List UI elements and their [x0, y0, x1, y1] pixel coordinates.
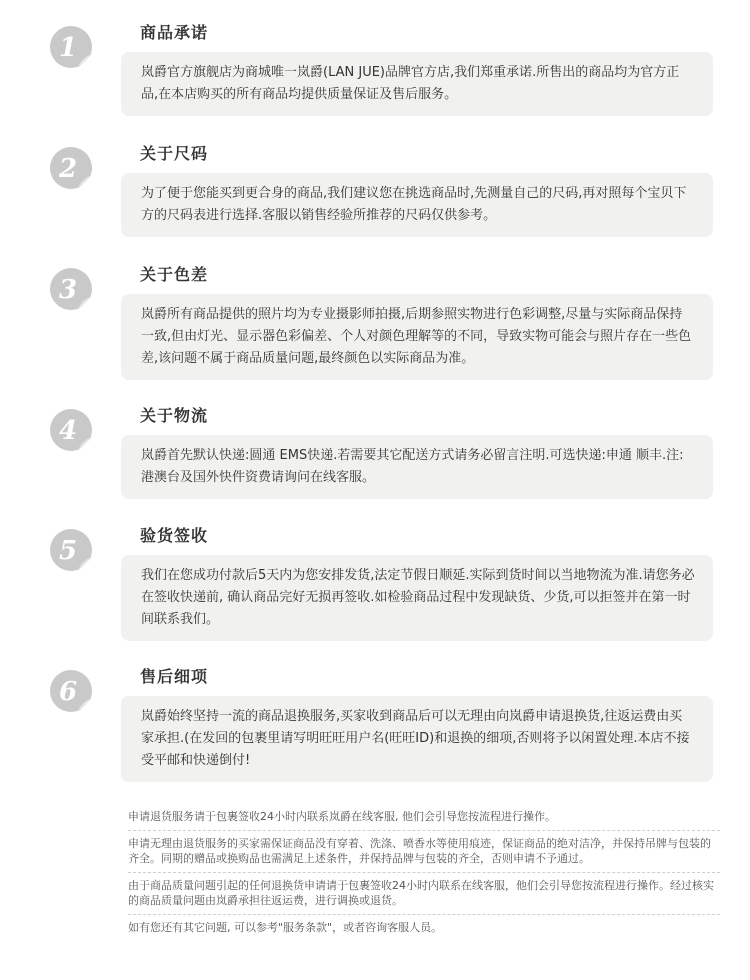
number-1-icon [48, 24, 94, 70]
section-size [0, 123, 750, 243]
section-body: 岚爵始终坚持一流的商品退换服务,买家收到商品后可以无理由向岚爵申请退换货,往返运费由买家承担.(在发回的包裹里请写明旺旺用户名(旺旺ID)和退换的细项,否则将予以闲置处理.本店不接受平邮和快递倒付! [121, 696, 713, 782]
return-notes [128, 804, 720, 941]
number-1-text: 1 [58, 33, 78, 63]
number-4-text: 4 [58, 416, 78, 446]
section-body: 我们在您成功付款后5天内为您安排发货,法定节假日顺延.实际到货时间以当地物流为准.请您务必在签收快递前, 确认商品完好无损再签收.如检验商品过程中发现缺货、少货,可以拒签并在第一时间联系我们。 [121, 555, 713, 641]
section-title: 关于物流 [140, 406, 209, 425]
note-return-request: 申请退货服务请于包裹签收24小时内联系岚爵在线客服, 他们会引导您按流程进行操作。 [128, 804, 720, 831]
number-2-icon [48, 145, 94, 191]
number-2-text: 2 [58, 154, 78, 184]
section-title: 关于色差 [140, 265, 209, 284]
number-4-icon [48, 407, 94, 453]
number-6-text: 6 [58, 677, 78, 707]
section-title: 商品承诺 [140, 23, 209, 42]
note-no-reason-return: 申请无理由退货服务的买家需保证商品没有穿着、洗涤、喷香水等使用痕迹，保证商品的绝对洁净，并保持吊牌与包装的齐全。同期的赠品或换购品也需满足上述条件，并保持品牌与包装的齐全，否则申请不予通过。 [128, 831, 720, 873]
section-logistics [0, 385, 750, 505]
section-product-promise [0, 2, 750, 122]
section-color [0, 244, 750, 364]
section-body: 为了便于您能买到更合身的商品,我们建议您在挑选商品时,先测量自己的尺码,再对照每个宝贝下方的尺码表进行选择.客服以销售经验所推荐的尺码仅供参考。 [121, 173, 713, 237]
number-3-text: 3 [58, 275, 78, 305]
section-title: 关于尺码 [140, 144, 209, 163]
number-3-icon [48, 266, 94, 312]
section-after-sales [0, 646, 750, 766]
number-6-icon [48, 668, 94, 714]
section-receipt [0, 505, 750, 625]
section-body: 岚爵首先默认快递:圆通 EMS快递.若需要其它配送方式请务必留言注明.可选快递:申通 顺丰.注:港澳台及国外快件资费请询问在线客服。 [121, 435, 713, 499]
section-title: 验货签收 [140, 526, 209, 545]
number-5-icon [48, 527, 94, 573]
section-body: 岚爵所有商品提供的照片均为专业摄影师拍摄,后期参照实物进行色彩调整,尽量与实际商品保持一致,但由灯光、显示器色彩偏差、个人对颜色理解等的不同，导致实物可能会与照片存在一些色差,该问题不属于商品质量问题,最终颜色以实际商品为准。 [121, 294, 713, 380]
number-5-text: 5 [58, 536, 78, 566]
note-quality-issue: 由于商品质量问题引起的任何退换货申请请于包裹签收24小时内联系在线客服，他们会引导您按流程进行操作。经过核实的商品质量问题由岚爵承担往返运费，进行调换或退货。 [128, 873, 720, 915]
section-title: 售后细项 [140, 667, 209, 686]
note-more-questions: 如有您还有其它问题, 可以参考"服务条款"，或者咨询客服人员。 [128, 921, 443, 934]
section-body: 岚爵官方旗舰店为商城唯一岚爵(LAN JUE)品牌官方店,我们郑重承诺.所售出的商品均为官方正品,在本店购买的所有商品均提供质量保证及售后服务。 [121, 52, 713, 116]
